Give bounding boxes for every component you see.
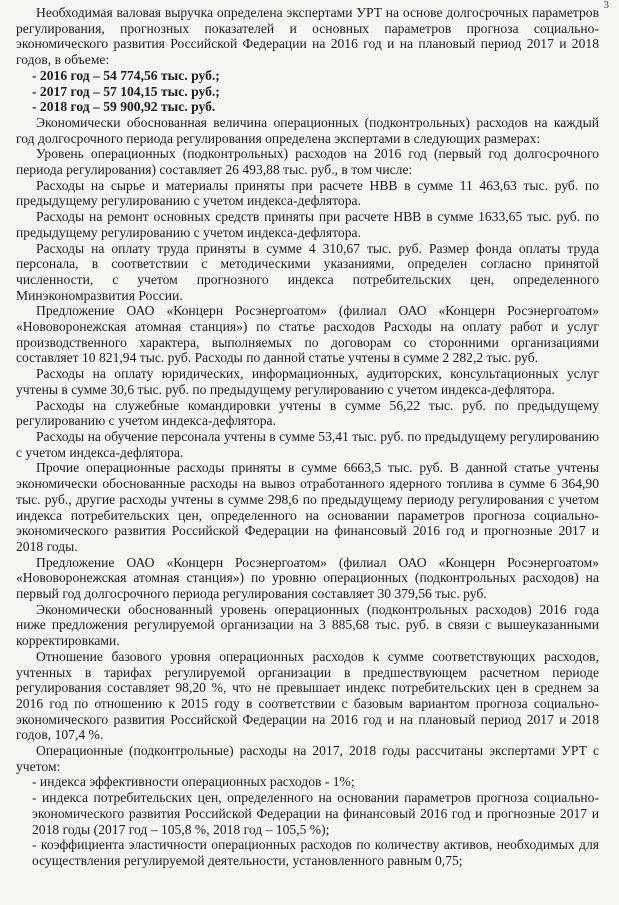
paragraph: - 2016 год – 54 774,56 тыс. руб.; [32,67,220,83]
paragraph: Уровень операционных (подконтрольных) расходов на 2016 год (первый год долгосрочного периода регулирования) составляет 26 493,88 тыс. руб., в том числе: [16,146,599,178]
paragraph: - индекса потребительских цен, определенного на основании параметров прогноза социально-экономического развития Российской Федерации на финансовый 2016 год и прогнозные 2017 и 2018 годы (2017 год – 105,8 %, 2018 год – 105,5 %); [32,790,599,837]
paragraph: Экономически обоснованный уровень операционных (подконтрольных расходов) 2016 года ниже предложения регулируемой организации на 3 885,68 тыс. руб. в связи с вышеуказанными корректировками. [16,601,599,649]
paragraph: Расходы на оплату труда приняты в сумме 4 310,67 тыс. руб. Размер фонда оплаты труда персонала, в соответствии с методическими указаниями, определен согласно принятой численности, с учетом прогнозного индекса потребительских цен, определенного Минэкономразвития России. [16,240,599,303]
paragraph: Расходы на служебные командировки учтены в сумме 56,22 тыс. руб. по предыдущему регулированию с учетом индекса-дефлятора. [16,397,599,429]
paragraph: - индекса эффективности операционных расходов - 1%; [32,774,355,790]
paragraph: Расходы на обучение персонала учтены в сумме 53,41 тыс. руб. по предыдущему регулированию с учетом индекса-дефлятора. [16,428,599,460]
paragraph: Экономически обоснованная величина операционных (подконтрольных) расходов на каждый год долгосрочного периода регулирования определена экспертами в следующих размерах: [16,114,599,146]
paragraph: - 2018 год – 59 900,92 тыс. руб. [32,99,216,115]
paragraph: Расходы на оплату юридических, информационных, аудиторских, консультационных услуг учтены в сумме 30,6 тыс. руб. по предыдущему регулированию с учетом индекса-дефлятора. [16,366,599,397]
paragraph: Расходы на сырье и материалы приняты при расчете НВВ в сумме 11 463,63 тыс. руб. по предыдущему регулированию с учетом индекса-дефлятора. [16,177,599,209]
paragraph: Отношение базового уровня операционных расходов к сумме соответствующих расходов, учтенных в тарифах регулируемой организации в предшествующем расчетном периоде регулирования составляет 98,20 %, что не превышает индекс потребительских цен в среднем за 2016 год по отношению к 2015 году в соответствии с базовым вариантом прогноза социально-экономического развития Российской Федерации на 2016 год и на плановый период 2017 и 2018 годов, 107,4 %. [16,648,599,743]
paragraph: Предложение ОАО «Концерн Росэнергоатом» (филиал ОАО «Концерн Росэнергоатом» «Нововоронежская атомная станция») по уровню операционных (подконтрольных расходов) на первый год долгосрочного периода регулирования составляет 30 379,56 тыс. руб. [16,554,599,602]
document-body [16,5,599,869]
paragraph: - коэффициента эластичности операционных расходов по количеству активов, необходимых для осуществления регулируемой деятельности, установленного равным 0,75; [32,837,599,868]
paragraph: Операционные (подконтрольные) расходы на 2017, 2018 годы рассчитаны экспертами УРТ с учетом: [16,743,599,774]
paragraph: Предложение ОАО «Концерн Росэнергоатом» (филиал ОАО «Концерн Росэнергоатом» «Нововоронежская атомная станция») по статье расходов Расходы на оплату работ и услуг производственного характера, выполняемых по договорам со сторонними организациями составляет 10 821,94 тыс. руб. Расходы по данной статье учтены в сумме 2 282,2 тыс. руб. [16,303,599,366]
paragraph: - 2017 год – 57 104,15 тыс. руб.; [32,83,220,99]
paragraph: Расходы на ремонт основных средств приняты при расчете НВВ в сумме 1633,65 тыс. руб. по предыдущему регулированию с учетом индекса-дефлятора. [16,209,599,240]
paragraph: Необходимая валовая выручка определена экспертами УРТ на основе долгосрочных параметров регулирования, прогнозных показателей и основных параметров прогноза социально-экономического развития Российской Федерации на 2016 год и на плановый период 2017 и 2018 годов, в объеме: [16,5,599,68]
paragraph: Прочие операционные расходы приняты в сумме 6663,5 тыс. руб. В данной статье учтены экономически обоснованные расходы на вывоз отработанного ядерного топлива в сумме 6 364,90 тыс. руб., другие расходы учтены в сумме 298,6 по предыдущему периоду регулирования с учетом индекса потребительских цен, определенного на основании параметров прогноза социально-экономического развития Российской Федерации на финансовый 2016 год и прогнозные 2017 и 2018 годы. [16,460,599,554]
page-mark: 3 [603,0,609,11]
